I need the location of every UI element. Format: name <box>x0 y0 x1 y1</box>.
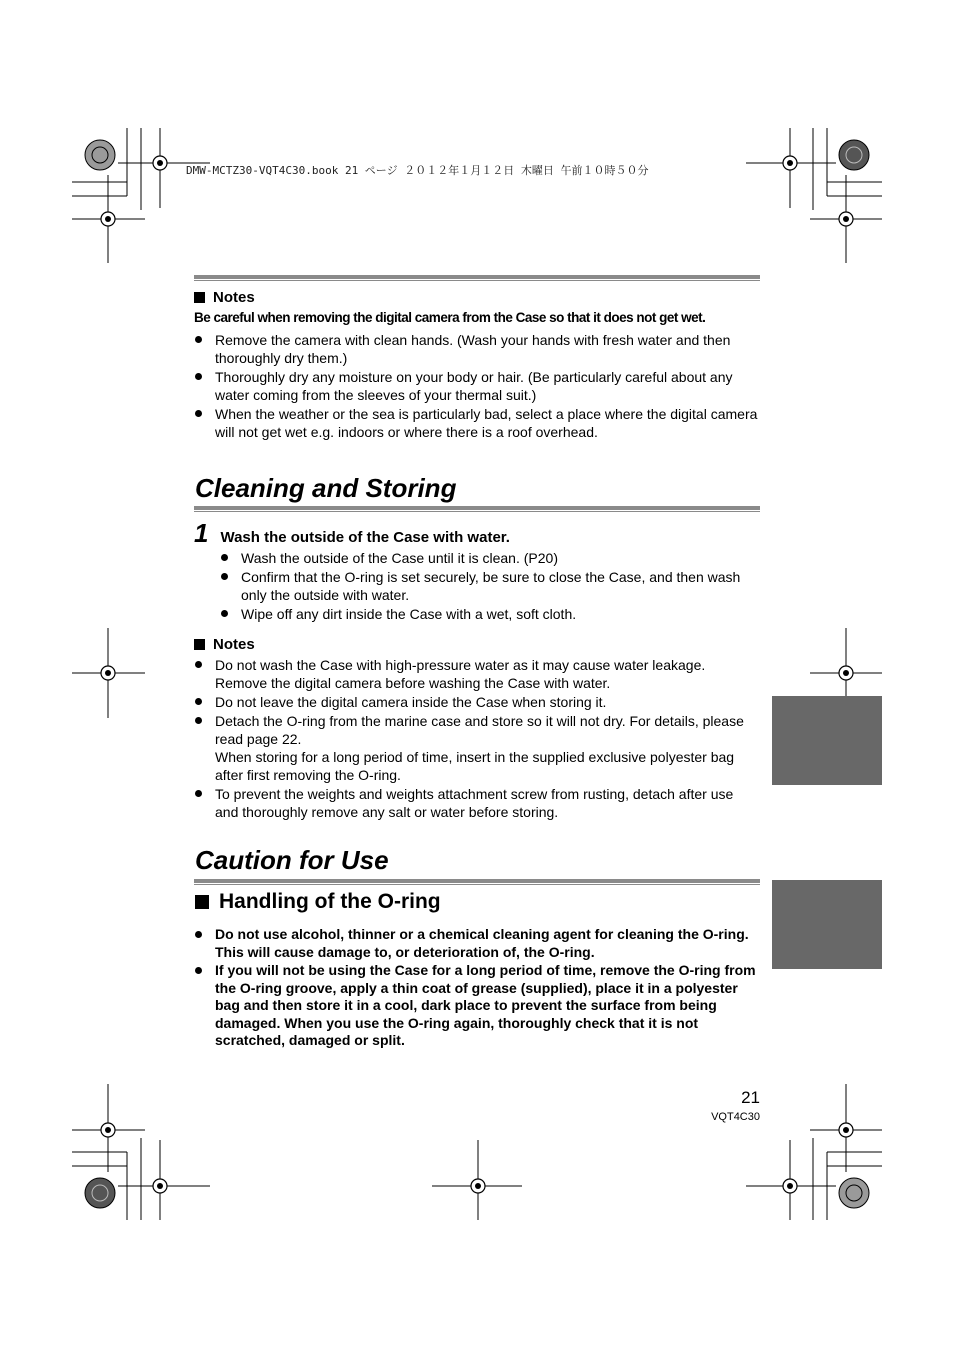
square-bullet-icon <box>195 895 209 909</box>
warning-text: Be careful when removing the digital camera from the Case so that it does not get wet. <box>194 310 706 325</box>
step-text: Wash the outside of the Case with water. <box>220 529 510 546</box>
square-bullet-icon <box>194 639 205 650</box>
list-item: Do not use alcohol, thinner or a chemical cleaning agent for cleaning the O-ring. This will cause damage to, or deterioration of, the O-ring. <box>194 926 760 961</box>
notes-top <box>194 289 760 442</box>
notes-top-list <box>194 331 760 441</box>
notes-heading: Notes <box>194 636 760 653</box>
bullet-icon <box>195 373 202 380</box>
list-item: Thoroughly dry any moisture on your body or hair. (Be particularly careful about any water coming from the sleeves of your thermal suit.) <box>194 368 760 404</box>
notes-heading: Notes <box>194 289 760 306</box>
bullet-icon <box>195 410 202 417</box>
cleaning-rule <box>194 506 760 512</box>
section-tab-lower <box>772 880 882 969</box>
list-item: If you will not be using the Case for a long period of time, remove the O-ring from the O-ring groove, apply a thin coat of grease (supplied), place it in a polyester bag and then store it in a cool, dark place to prevent the surface from being damaged. When you use the O-ring again, thoroughly check that it is not scratched, damaged or split. <box>194 962 760 1050</box>
caution-list-wrap <box>194 926 760 1051</box>
caution-rule <box>194 879 760 885</box>
cleaning-step <box>194 518 760 624</box>
bullet-icon <box>195 967 202 974</box>
list-item: Confirm that the O-ring is set securely, be sure to close the Case, and then wash only the outside with water. <box>220 568 760 604</box>
print-header: DMW-MCTZ30-VQT4C30.book 21 ページ ２０１２年１月１２日 木曜日 午前１０時５０分 <box>186 164 649 177</box>
bullet-icon <box>195 931 202 938</box>
list-item: Remove the camera with clean hands. (Wash your hands with fresh water and then thoroughly dry them.) <box>194 331 760 367</box>
bullet-icon <box>195 336 202 343</box>
bullet-icon <box>221 554 228 561</box>
oring-subheading: Handling of the O-ring <box>195 890 441 914</box>
list-item: Do not leave the digital camera inside the Case when storing it. <box>194 693 760 711</box>
cleaning-notes <box>194 636 760 822</box>
bullet-icon <box>195 698 202 705</box>
cleaning-notes-list <box>194 656 760 821</box>
list-item: Wipe off any dirt inside the Case with a wet, soft cloth. <box>220 605 760 623</box>
top-rule <box>194 275 760 281</box>
list-item: Detach the O-ring from the marine case and store so it will not dry. For details, please read page 22. When storing for a long period of time, insert in the supplied exclusive polyester bag after first removing the O-ring. <box>194 712 760 784</box>
model-code: VQT4C30 <box>711 1111 760 1123</box>
square-bullet-icon <box>194 292 205 303</box>
bullet-icon <box>195 661 202 668</box>
caution-title: Caution for Use <box>195 845 389 875</box>
section-tab-upper <box>772 696 882 785</box>
bullet-icon <box>195 790 202 797</box>
list-item: To prevent the weights and weights attachment screw from rusting, detach after use and thoroughly remove any salt or water before storing. <box>194 785 760 821</box>
list-item: Do not wash the Case with high-pressure water as it may cause water leakage. Remove the digital camera before washing the Case with water. <box>194 656 760 692</box>
bullet-icon <box>221 610 228 617</box>
page-number: 21 <box>741 1088 760 1107</box>
list-item: Wash the outside of the Case until it is clean. (P20) <box>220 549 760 567</box>
bullet-icon <box>195 717 202 724</box>
list-item: When the weather or the sea is particularly bad, select a place where the digital camera will not get wet e.g. indoors or where there is a roof overhead. <box>194 405 760 441</box>
step-number: 1 <box>194 518 209 548</box>
cleaning-title: Cleaning and Storing <box>195 473 457 503</box>
bullet-icon <box>221 573 228 580</box>
step-list <box>220 549 760 623</box>
caution-list <box>194 926 760 1050</box>
